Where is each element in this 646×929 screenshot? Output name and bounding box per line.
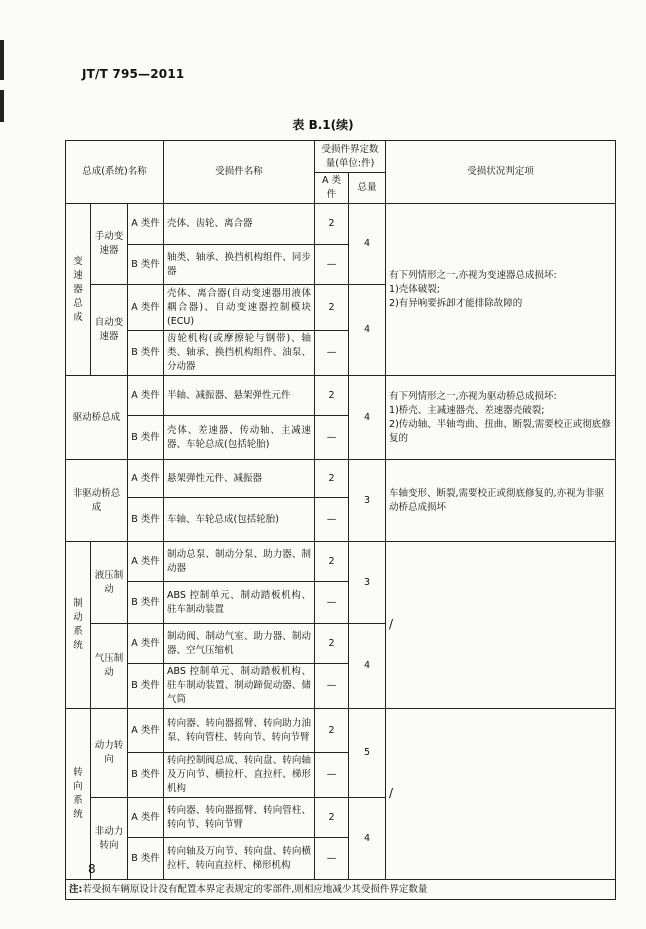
table-row <box>66 204 616 245</box>
a-count: 2 <box>315 204 349 245</box>
part-name: 壳体、齿轮、离合器 <box>164 204 315 245</box>
total-count: 4 <box>349 204 386 285</box>
a-count: 2 <box>315 376 349 416</box>
subgroup-name: 非动力转向 <box>91 798 128 880</box>
part-class: A 类件 <box>128 542 164 582</box>
total-count: 4 <box>349 624 386 709</box>
judgment-cell <box>386 204 616 376</box>
judgment-line: 1)桥壳、主减速器壳、差速器壳破裂; <box>389 404 545 416</box>
standard-code: JT/T 795—2011 <box>82 67 185 81</box>
part-name: 壳体、差速器、传动轴、主减速器、车轮总成(包括轮胎) <box>164 416 315 460</box>
judgment-line: 有下列情形之一,亦视为驱动桥总成损坏: <box>389 390 557 402</box>
table-row <box>66 376 616 416</box>
a-count: 2 <box>315 542 349 582</box>
part-class: B 类件 <box>128 838 164 880</box>
a-count: — <box>315 753 349 798</box>
judgment-line: 有下列情形之一,亦视为变速器总成损坏: <box>389 269 557 281</box>
part-class: B 类件 <box>128 498 164 542</box>
group-name: 驱动桥总成 <box>66 376 128 460</box>
part-class: B 类件 <box>128 416 164 460</box>
a-count: — <box>315 582 349 624</box>
part-name: 制动总泵、制动分泵、助力器、制动器 <box>164 542 315 582</box>
group-name: 变速器总成 <box>66 204 91 376</box>
judgment-cell <box>386 376 616 460</box>
part-name: 壳体、离合器(自动变速器用液体耦合器)、自动变速器控制模块(ECU) <box>164 285 315 331</box>
judgment-line: 2)传动轴、半轴弯曲、扭曲、断裂,需要校正或彻底修复的 <box>389 418 611 444</box>
part-name: 转向器、转向器摇臂、转向管柱、转向节、转向节臂 <box>164 798 315 838</box>
a-count: 2 <box>315 460 349 498</box>
table-row <box>66 542 616 582</box>
part-class: B 类件 <box>128 664 164 709</box>
header-threshold-a: A 类件 <box>315 173 349 204</box>
table-row <box>66 460 616 498</box>
part-class: A 类件 <box>128 460 164 498</box>
damage-assessment-table <box>65 140 616 900</box>
header-damaged-part: 受损件名称 <box>164 141 315 204</box>
subgroup-name: 动力转向 <box>91 709 128 798</box>
header-threshold: 受损件界定数量(单位:件) <box>315 141 386 173</box>
a-count: — <box>315 245 349 285</box>
group-name: 转向系统 <box>66 709 91 880</box>
not-applicable-mark: / <box>389 617 394 631</box>
part-name: 转向器、转向器摇臂、转向助力油泵、转向管柱、转向节、转向节臂 <box>164 709 315 753</box>
note-label: 注: <box>69 883 83 895</box>
part-class: A 类件 <box>128 798 164 838</box>
a-count: — <box>315 664 349 709</box>
a-count: 2 <box>315 709 349 753</box>
judgment-line: 2)有异响要拆卸才能排除故障的 <box>389 297 523 309</box>
part-name: 半轴、减振器、悬架弹性元件 <box>164 376 315 416</box>
part-name: 轴类、轴承、换挡机构组件、同步器 <box>164 245 315 285</box>
page-number: 8 <box>88 862 96 876</box>
group-name: 制动系统 <box>66 542 91 709</box>
total-count: 5 <box>349 709 386 798</box>
total-count: 3 <box>349 460 386 542</box>
total-count: 4 <box>349 285 386 376</box>
judgment-cell <box>386 709 616 880</box>
part-class: B 类件 <box>128 331 164 376</box>
judgment-cell <box>386 460 616 542</box>
total-count: 3 <box>349 542 386 624</box>
part-name: 制动阀、制动气室、助力器、制动器、空气压缩机 <box>164 624 315 664</box>
part-class: A 类件 <box>128 376 164 416</box>
a-count: 2 <box>315 798 349 838</box>
part-class: B 类件 <box>128 582 164 624</box>
group-name: 非驱动桥总成 <box>66 460 128 542</box>
subgroup-name: 自动变速器 <box>91 285 128 376</box>
part-name: 车轴、车轮总成(包括轮胎) <box>164 498 315 542</box>
a-count: — <box>315 838 349 880</box>
judgment-line: 车轴变形、断裂,需要校正或彻底修复的,亦视为非驱动桥总成损坏 <box>389 487 605 513</box>
table-note <box>66 880 616 900</box>
scan-edge-mark <box>0 40 4 80</box>
judgment-cell <box>386 542 616 709</box>
a-count: — <box>315 498 349 542</box>
total-count: 4 <box>349 798 386 880</box>
part-class: A 类件 <box>128 624 164 664</box>
a-count: 2 <box>315 624 349 664</box>
header-judgment: 受损状况判定项 <box>386 141 616 204</box>
header-assembly: 总成(系统)名称 <box>66 141 164 204</box>
part-class: A 类件 <box>128 204 164 245</box>
table-row <box>66 709 616 753</box>
subgroup-name: 气压制动 <box>91 624 128 709</box>
part-class: A 类件 <box>128 709 164 753</box>
part-name: 齿轮机构(或摩擦轮与钢带)、轴类、轴承、换挡机构组件、油泵、分动器 <box>164 331 315 376</box>
part-class: B 类件 <box>128 753 164 798</box>
judgment-line: 1)壳体破裂; <box>389 283 440 295</box>
a-count: — <box>315 416 349 460</box>
part-name: 转向轴及万向节、转向盘、转向横拉杆、转向直拉杆、梯形机构 <box>164 838 315 880</box>
not-applicable-mark: / <box>389 786 394 800</box>
subgroup-name: 手动变速器 <box>91 204 128 285</box>
part-name: 转向控制阀总成、转向盘、转向轴及万向节、横拉杆、直拉杆、梯形机构 <box>164 753 315 798</box>
note-text: 若受损车辆原设计没有配置本界定表规定的零部件,则相应地减少其受损件界定数量 <box>82 883 428 895</box>
header-threshold-total: 总量 <box>349 173 386 204</box>
part-class: A 类件 <box>128 285 164 331</box>
table-title: 表 B.1(续) <box>292 118 354 132</box>
part-name: 悬架弹性元件、减振器 <box>164 460 315 498</box>
part-class: B 类件 <box>128 245 164 285</box>
a-count: — <box>315 331 349 376</box>
note-row <box>66 880 616 900</box>
part-name: ABS 控制单元、制动踏板机构、驻车制动装置 <box>164 582 315 624</box>
a-count: 2 <box>315 285 349 331</box>
total-count: 4 <box>349 376 386 460</box>
part-name: ABS 控制单元、制动踏板机构、驻车制动装置、制动蹄促动器、储气筒 <box>164 664 315 709</box>
subgroup-name: 液压制动 <box>91 542 128 624</box>
